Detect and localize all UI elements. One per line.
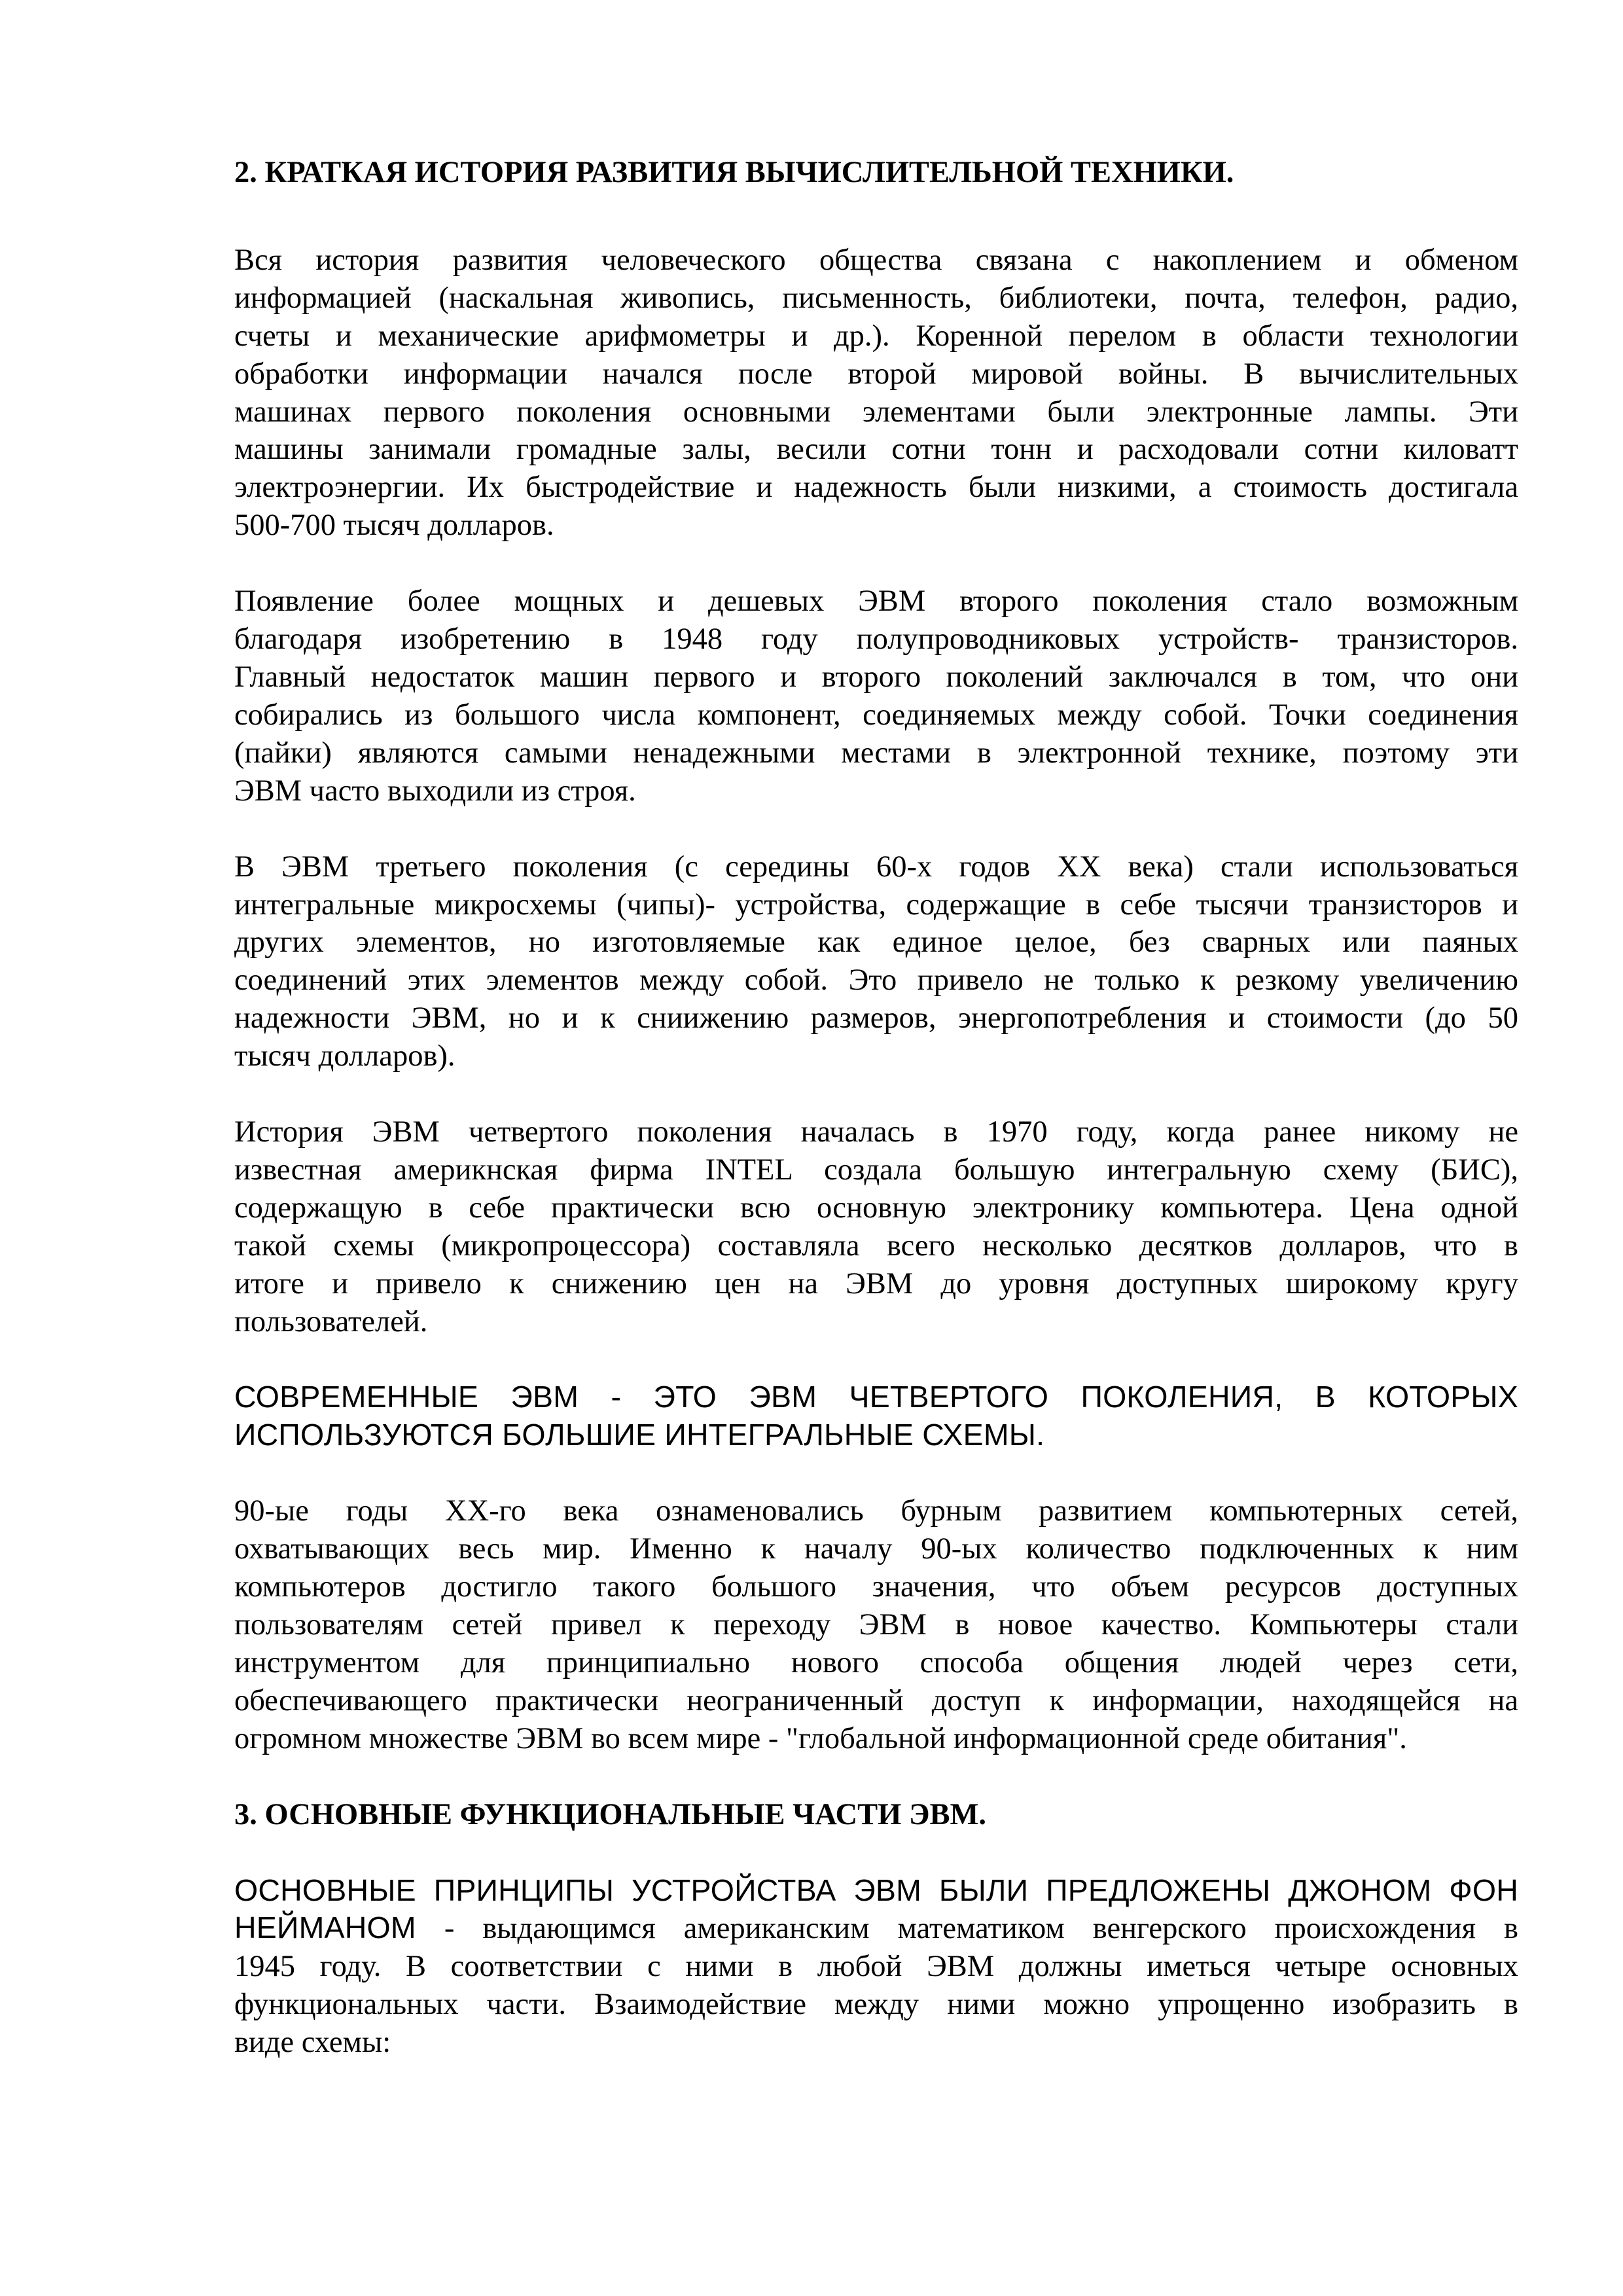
paragraph-history-intro xyxy=(234,242,1518,545)
text-line: ИСПОЛЬЗУЮТСЯ БОЛЬШИЕ ИНТЕГРАЛЬНЫЕ СХЕМЫ. xyxy=(234,1418,1045,1452)
text-line: функциональных части. Взаимодействие между ними можно упрощенно изобразить в xyxy=(234,1988,1518,2022)
text-line: Главный недостаток машин первого и второго поколений заключался в том, что они xyxy=(234,660,1518,694)
text-line: надежности ЭВМ, но и к сниижению размеров, энергопотребления и стоимости (до 50 xyxy=(234,1001,1518,1035)
text-line: В ЭВМ третьего поколения (с середины 60-х годов XX века) стали использоваться xyxy=(234,850,1518,884)
paragraph-fourth-generation xyxy=(234,1113,1518,1340)
text-line: компьютеров достигло такого большого значения, что объем ресурсов доступных xyxy=(234,1570,1518,1604)
text-line: собирались из большого числа компонент, соединяемых между собой. Точки соединения xyxy=(234,698,1518,732)
text-line: (пайки) являются самыми ненадежными местами в электронной технике, поэтому эти xyxy=(234,736,1518,770)
paragraph-von-neumann xyxy=(234,1872,1518,2062)
text-line: электроэнергии. Их быстродействие и надежность были низкими, а стоимость достигала xyxy=(234,471,1518,505)
text-line: огромном множестве ЭВМ во всем мире - "глобальной информационной среде обитания". xyxy=(234,1721,1407,1755)
text-line: благодаря изобретению в 1948 году полупроводниковых устройств- транзисторов. xyxy=(234,622,1518,656)
text-line: других элементов, но изготовляемые как единое целое, без сварных или паяных xyxy=(234,925,1518,960)
text-line: 500-700 тысяч долларов. xyxy=(234,509,554,543)
text-line: такой схемы (микропроцессора) составляла всего несколько десятков долларов, что в xyxy=(234,1229,1518,1263)
text-line: виде схемы: xyxy=(234,2026,391,2060)
text-line: 90-ые годы XX-го века ознаменовались бурным развитием компьютерных сетей, xyxy=(234,1494,1518,1528)
text-fragment: - выдающимся американским математиком венгерского происхождения в xyxy=(416,1912,1518,1946)
text-line: обеспечивающего практически неограниченный доступ к информации, находящейся на xyxy=(234,1683,1518,1717)
text-line: обработки информации начался после второй мировой войны. В вычислительных xyxy=(234,357,1518,391)
paragraph-networks xyxy=(234,1492,1518,1757)
text-line: известная америкнская фирма INTEL создала большую интегральную схему (БИС), xyxy=(234,1153,1518,1187)
text-caps-fragment: НЕЙМАНОМ xyxy=(234,1910,416,1945)
paragraph-second-generation xyxy=(234,583,1518,810)
text-line: Вся история развития человеческого общества связана с накоплением и обменом xyxy=(234,243,1518,277)
text-line: интегральные микросхемы (чипы)- устройства, содержащие в себе тысячи транзисторов и xyxy=(234,888,1518,922)
text-line: машинах первого поколения основными элементами были электронные лампы. Эти xyxy=(234,395,1518,429)
paragraph-modern-computers xyxy=(234,1378,1518,1454)
text-line: счеты и механические арифмометры и др.). Коренной перелом в области технологии xyxy=(234,319,1518,353)
text-line: ЭВМ часто выходили из строя. xyxy=(234,774,636,808)
text-line: ОСНОВНЫЕ ПРИНЦИПЫ УСТРОЙСТВА ЭВМ БЫЛИ ПРЕДЛОЖЕНЫ ДЖОНОМ ФОН xyxy=(234,1873,1518,1907)
text-line: Появление более мощных и дешевых ЭВМ второго поколения стало возможным xyxy=(234,584,1518,619)
text-line: соединений этих элементов между собой. Это привело не только к резкому увеличению xyxy=(234,963,1518,997)
section-heading-functional-parts: 3. ОСНОВНЫЕ ФУНКЦИОНАЛЬНЫЕ ЧАСТИ ЭВМ. xyxy=(234,1797,987,1831)
text-line: машины занимали громадные залы, весили сотни тонн и расходовали сотни киловатт xyxy=(234,433,1518,467)
text-line: итоге и привело к снижению цен на ЭВМ до уровня доступных широкому кругу xyxy=(234,1266,1518,1300)
text-line: охватывающих весь мир. Именно к началу 90-ых количество подключенных к ним xyxy=(234,1532,1518,1566)
text-line: СОВРЕМЕННЫЕ ЭВМ - ЭТО ЭВМ ЧЕТВЕРТОГО ПОКОЛЕНИЯ, В КОТОРЫХ xyxy=(234,1380,1518,1414)
text-line: пользователей. xyxy=(234,1304,428,1338)
document-body xyxy=(234,154,1518,2062)
text-line: тысяч долларов). xyxy=(234,1039,455,1073)
text-line: содержащую в себе практически всю основную электронику компьютера. Цена одной xyxy=(234,1191,1518,1225)
text-line xyxy=(234,1909,1518,1948)
text-line: пользователям сетей привел к переходу ЭВМ в новое качество. Компьютеры стали xyxy=(234,1608,1518,1641)
paragraph-third-generation xyxy=(234,848,1518,1075)
text-line: История ЭВМ четвертого поколения началась в 1970 году, когда ранее никому не xyxy=(234,1115,1518,1149)
section-heading-history: 2. КРАТКАЯ ИСТОРИЯ РАЗВИТИЯ ВЫЧИСЛИТЕЛЬНОЙ ТЕХНИКИ. xyxy=(234,156,1234,189)
text-line: инструментом для принципиально нового способа общения людей через сети, xyxy=(234,1645,1518,1679)
text-line: информацией (наскальная живопись, письменность, библиотеки, почта, телефон, радио, xyxy=(234,281,1518,315)
text-line: 1945 году. В соответствии с ними в любой ЭВМ должны иметься четыре основных xyxy=(234,1950,1518,1984)
